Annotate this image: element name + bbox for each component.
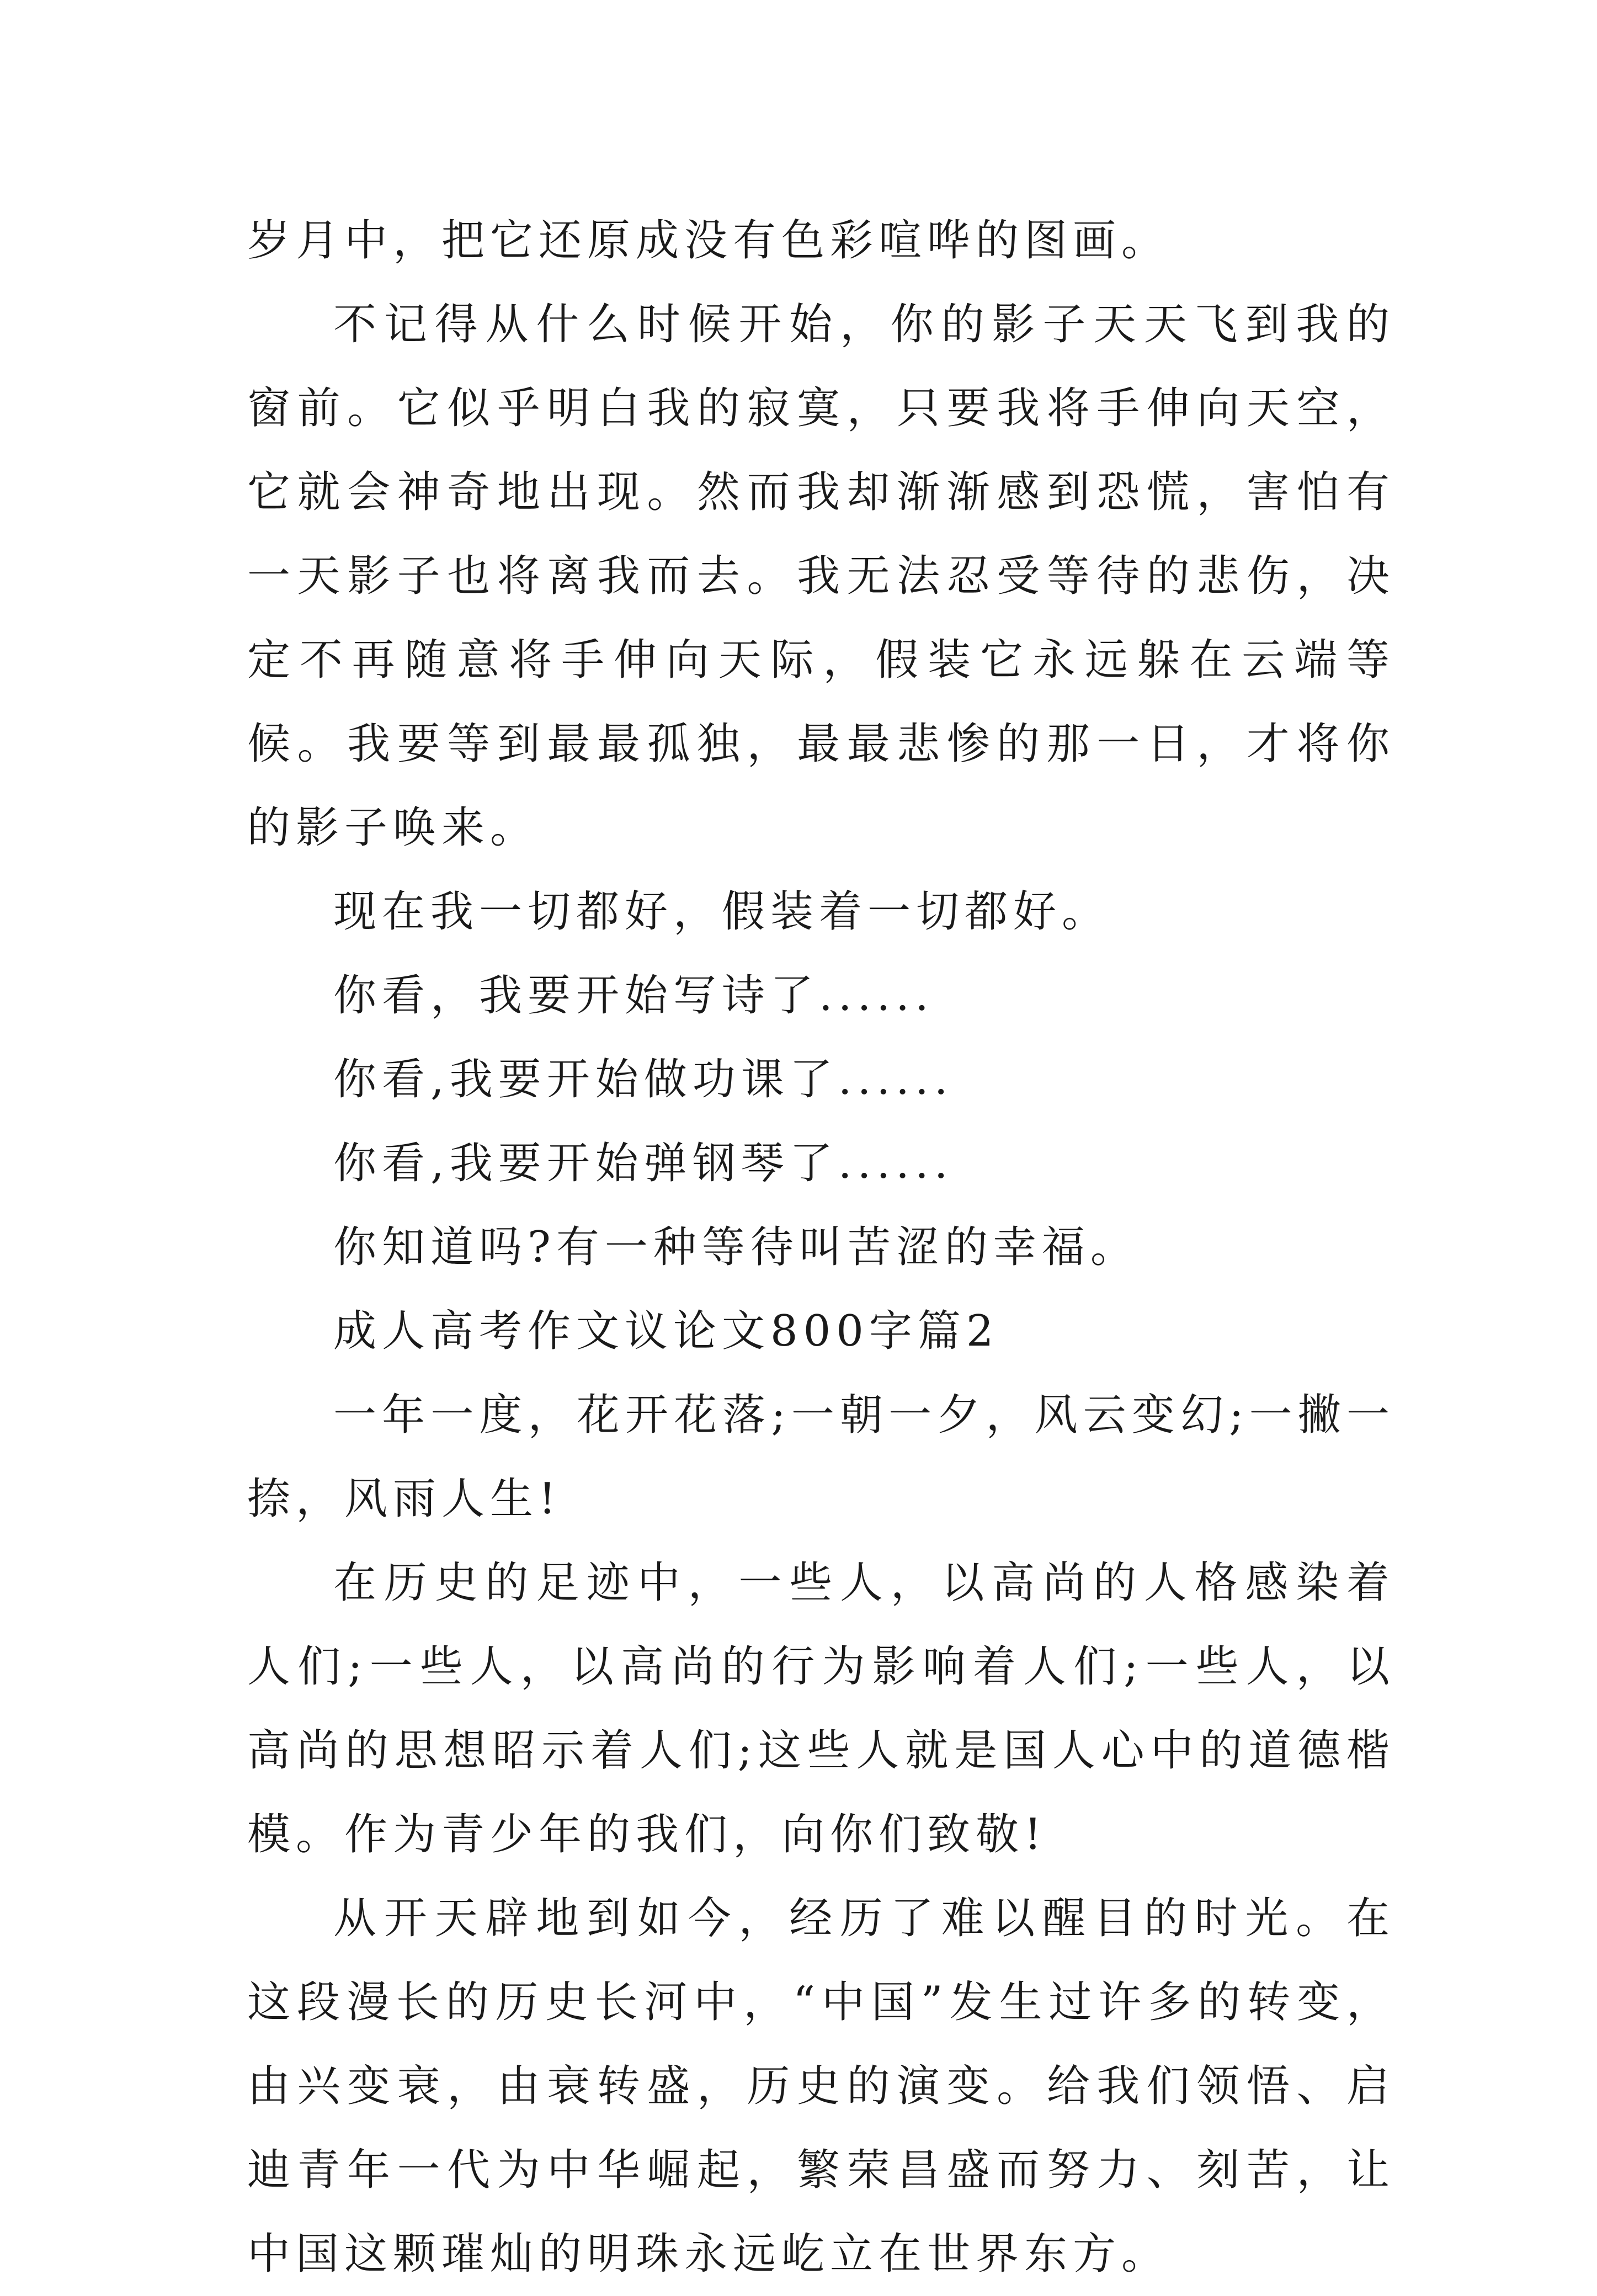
paragraph-3: 现在我一切都好，假装着一切都好。 <box>333 887 1111 937</box>
paragraph-6: 你看,我要开始弹钢琴了...... <box>333 1139 954 1188</box>
paragraph-7: 你知道吗?有一种等待叫苦涩的幸福。 <box>333 1223 1139 1272</box>
section-heading: 成人高考作文议论文800字篇2 <box>333 1306 999 1356</box>
paragraph-11: 从开天辟地到如今，经历了难以醒目的时光。在这段漫长的历史长河中，“中国”发生过许多的转变，由兴变衰，由衰转盛，历史的演变。给我们领悟、启迪青年一代为中华崛起，繁荣昌盛而努力、刻苦，让中国这颗璀灿的明珠永远屹立在世界东方。 <box>247 1894 1395 2279</box>
document-body <box>247 199 1395 2296</box>
paragraph-9: 一年一度，花开花落;一朝一夕，风云变幻;一撇一捺，风雨人生! <box>247 1390 1395 1524</box>
paragraph-5: 你看,我要开始做功课了...... <box>333 1055 954 1104</box>
paragraph-4: 你看，我要开始写诗了...... <box>333 971 934 1021</box>
paragraph-10: 在历史的足迹中，一些人，以高尚的人格感染着人们;一些人，以高尚的行为影响着人们;一些人，以高尚的思想昭示着人们;这些人就是国人心中的道德楷模。作为青少年的我们，向你们致敬! <box>247 1558 1395 1859</box>
paragraph-2: 不记得从什么时候开始，你的影子天天飞到我的窗前。它似乎明白我的寂寞，只要我将手伸向天空，它就会神奇地出现。然而我却渐渐感到恐慌，害怕有一天影子也将离我而去。我无法忍受等待的悲伤，决定不再随意将手伸向天际，假装它永远躲在云端等候。我要等到最最孤独，最最悲惨的那一日，才将你的影子唤来。 <box>247 300 1395 853</box>
paragraph-1: 岁月中，把它还原成没有色彩喧哗的图画。 <box>247 216 1170 265</box>
